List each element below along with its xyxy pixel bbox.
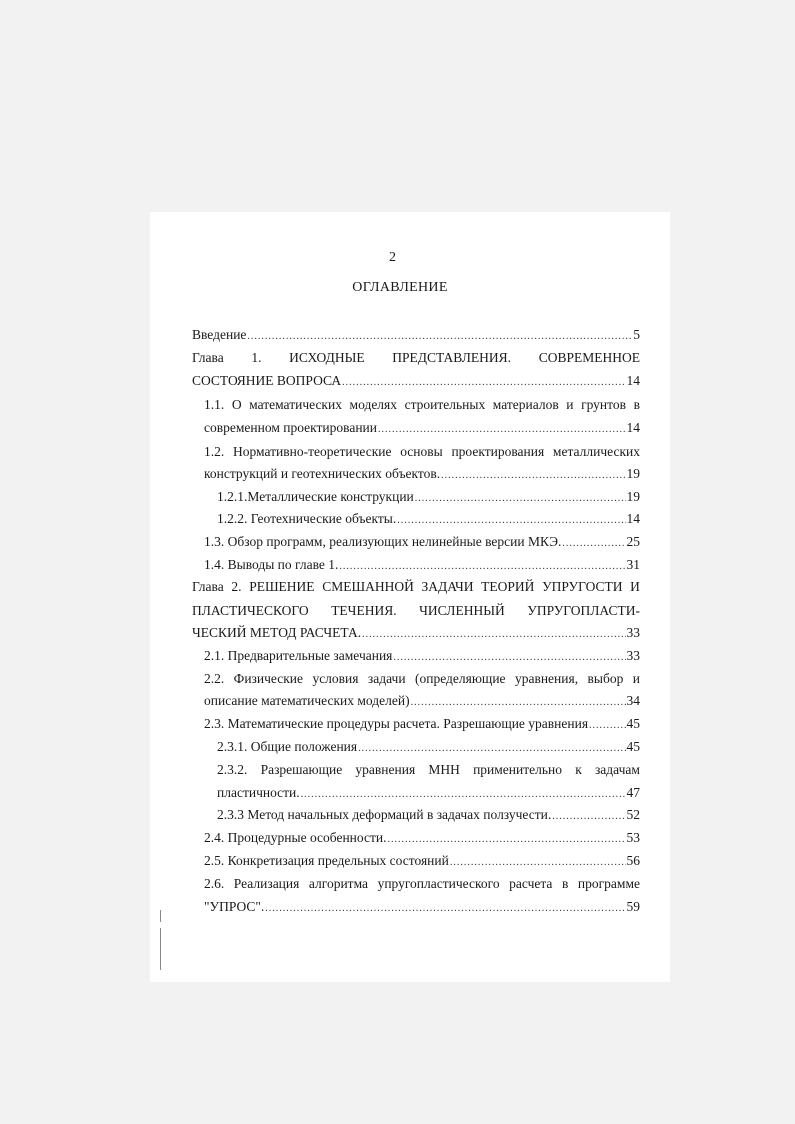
toc-title: ОГЛАВЛЕНИЕ	[352, 280, 448, 295]
toc-entry-2-3-2[interactable]: 2.3.2. Разрешающие уравнения МНН применительно к задачам	[217, 762, 640, 777]
toc-entry-2-2[interactable]: 2.2. Физические условия задачи (определяющие уравнения, выбор и	[204, 671, 640, 686]
toc-entry-chapter-2-cont2[interactable]: ЧЕСКИЙ МЕТОД РАСЧЕТА. ..... 33	[192, 624, 640, 642]
toc-entry-chapter-2[interactable]: Глава 2. РЕШЕНИЕ СМЕШАННОЙ ЗАДАЧИ ТЕОРИЙ УПРУГОСТИ И	[192, 579, 640, 594]
toc-entry-chapter-1[interactable]: Глава 1. ИСХОДНЫЕ ПРЕДСТАВЛЕНИЯ. СОВРЕМЕННОЕ	[192, 350, 640, 365]
toc-entry-1-3[interactable]: 1.3. Обзор программ, реализующих нелинейные версии МКЭ. ..... 25	[204, 533, 640, 551]
toc-entry-2-6[interactable]: 2.6. Реализация алгоритма упругопластического расчета в программе	[204, 876, 640, 891]
toc-entry-2-3-1[interactable]: 2.3.1. Общие положения ..... 45	[217, 738, 640, 756]
toc-entry-chapter-2-cont[interactable]: ПЛАСТИЧЕСКОГО ТЕЧЕНИЯ. ЧИСЛЕННЫЙ УПРУГОПЛАСТИ-	[192, 603, 640, 618]
toc-entry-1-2-cont[interactable]: конструкций и геотехнических объектов. ..... 19	[204, 465, 640, 483]
toc-entry-1-2-1[interactable]: 1.2.1.Металлические конструкции ..... 19	[217, 488, 640, 506]
toc-entry-2-1[interactable]: 2.1. Предварительные замечания ..... 33	[204, 647, 640, 665]
toc-entry-2-5[interactable]: 2.5. Конкретизация предельных состояний ..... 56	[204, 852, 640, 870]
toc-entry-2-3[interactable]: 2.3. Математические процедуры расчета. Разрешающие уравнения ..... 45	[204, 715, 640, 733]
toc-entry-1-2-2[interactable]: 1.2.2. Геотехнические объекты. ..... 14	[217, 510, 640, 528]
toc-entry-2-6-cont[interactable]: "УПРОС". ..... 59	[204, 898, 640, 916]
toc-entry-2-2-cont[interactable]: описание математических моделей) ..... 34	[204, 692, 640, 710]
toc-entry-intro[interactable]: Введение ..... 5	[192, 326, 640, 344]
toc-entry-1-1[interactable]: 1.1. О математических моделях строительных материалов и грунтов в	[204, 397, 640, 412]
toc-entry-2-4[interactable]: 2.4. Процедурные особенности. ..... 53	[204, 829, 640, 847]
toc-entry-1-4[interactable]: 1.4. Выводы по главе 1. ..... 31	[204, 556, 640, 574]
scan-margin-mark	[160, 910, 161, 922]
toc-entry-2-3-3[interactable]: 2.3.3 Метод начальных деформаций в задачах ползучести. ..... 52	[217, 806, 640, 824]
toc-entry-chapter-1-cont[interactable]: СОСТОЯНИЕ ВОПРОСА ..... 14	[192, 372, 640, 390]
scan-margin-mark-2	[160, 928, 161, 970]
toc-entry-2-3-2-cont[interactable]: пластичности. ..... 47	[217, 784, 640, 802]
toc-entry-1-2[interactable]: 1.2. Нормативно-теоретические основы проектирования металлических	[204, 444, 640, 459]
page-number: 2	[389, 250, 396, 265]
toc-entry-1-1-cont[interactable]: современном проектировании ..... 14	[204, 419, 640, 437]
